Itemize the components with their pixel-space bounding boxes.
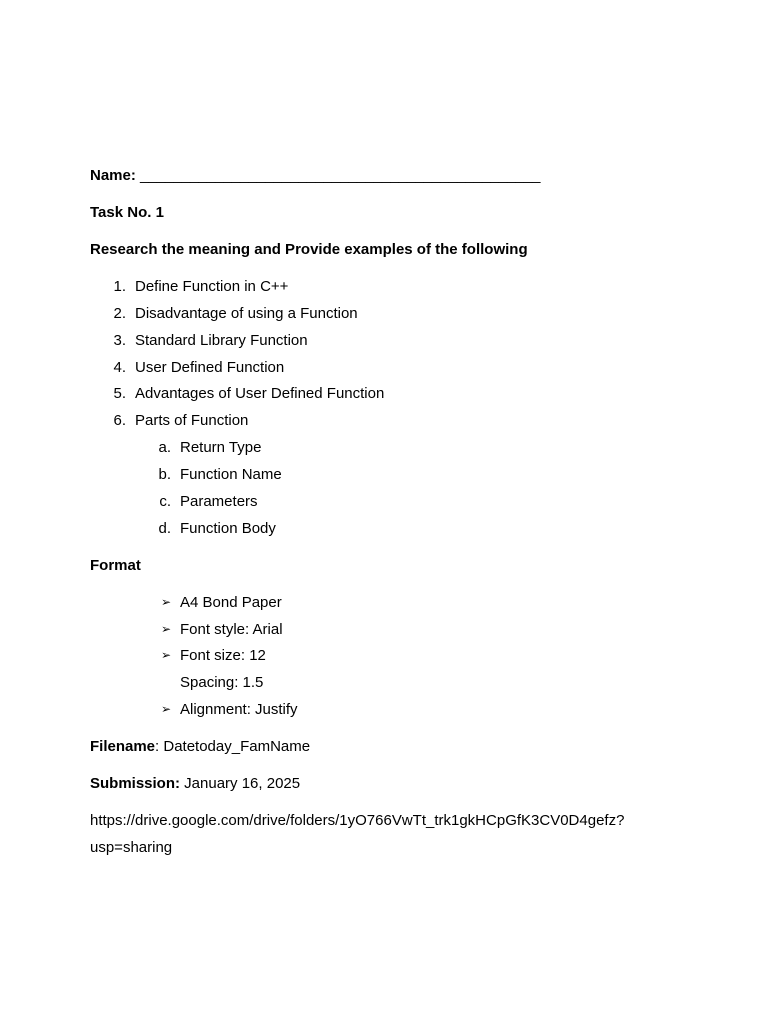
drive-link-line-2[interactable]: usp=sharing	[90, 839, 173, 856]
sub-list-item-text: Return Type	[180, 439, 262, 456]
sub-list-letter: a.	[158, 439, 171, 456]
name-line	[90, 167, 540, 185]
sub-list-item	[0, 493, 258, 511]
arrow-bullet-icon: ➢	[160, 622, 171, 636]
arrow-bullet-icon: ➢	[160, 648, 171, 662]
list-item-text: Define Function in C++	[135, 278, 289, 295]
list-number: 5.	[113, 385, 126, 402]
sub-list-item	[0, 439, 261, 457]
format-item-text: Font size: 12	[180, 647, 266, 664]
sub-list-item-text: Function Body	[180, 520, 276, 537]
list-item-text: User Defined Function	[135, 359, 285, 376]
sub-list-item	[0, 466, 282, 484]
list-item	[0, 278, 288, 296]
list-item	[0, 385, 384, 403]
submission-date: January 16, 2025	[180, 775, 301, 792]
submission-line	[90, 775, 300, 793]
list-item-text: Parts of Function	[135, 412, 249, 429]
instructions-heading: Research the meaning and Provide examples of the following	[90, 241, 528, 258]
arrow-bullet-icon: ➢	[160, 595, 171, 609]
list-item-text: Standard Library Function	[135, 332, 308, 349]
submission-label: Submission:	[90, 775, 181, 792]
task-heading: Task No. 1	[90, 204, 164, 221]
drive-link-line-1[interactable]: https://drive.google.com/drive/folders/1yO766VwTt_trk1gkHCpGfK3CV0D4gefz?	[90, 812, 625, 829]
list-number: 4.	[113, 359, 126, 376]
list-item	[0, 359, 284, 377]
name-blank: ________________________________________________	[140, 167, 541, 184]
list-number: 6.	[113, 412, 126, 429]
filename-label: Filename	[90, 738, 156, 755]
list-number: 3.	[113, 332, 126, 349]
sub-list-item-text: Function Name	[180, 466, 282, 483]
format-item-text: Spacing: 1.5	[180, 674, 264, 691]
list-number: 2.	[113, 305, 126, 322]
list-item	[0, 305, 358, 323]
format-item-text: A4 Bond Paper	[180, 594, 282, 611]
format-item	[0, 594, 282, 612]
sub-list-item-text: Parameters	[180, 493, 258, 510]
filename-value: : Datetoday_FamName	[155, 738, 311, 755]
format-item	[0, 674, 263, 692]
list-number: 1.	[113, 278, 126, 295]
format-item-text: Font style: Arial	[180, 621, 283, 638]
sub-list-letter: d.	[158, 520, 171, 537]
list-item	[0, 332, 308, 350]
format-item	[0, 701, 298, 719]
arrow-bullet-icon: ➢	[160, 702, 171, 716]
format-item	[0, 647, 266, 665]
sub-list-item	[0, 520, 276, 538]
list-item-text: Disadvantage of using a Function	[135, 305, 358, 322]
sub-list-letter: c.	[159, 493, 171, 510]
sub-list-letter: b.	[158, 466, 171, 483]
list-item-text: Advantages of User Defined Function	[135, 385, 385, 402]
format-heading: Format	[90, 557, 141, 574]
format-item	[0, 621, 283, 639]
list-item	[0, 412, 248, 430]
format-item-text: Alignment: Justify	[180, 701, 298, 718]
filename-line	[90, 738, 310, 756]
name-label: Name:	[90, 167, 136, 184]
